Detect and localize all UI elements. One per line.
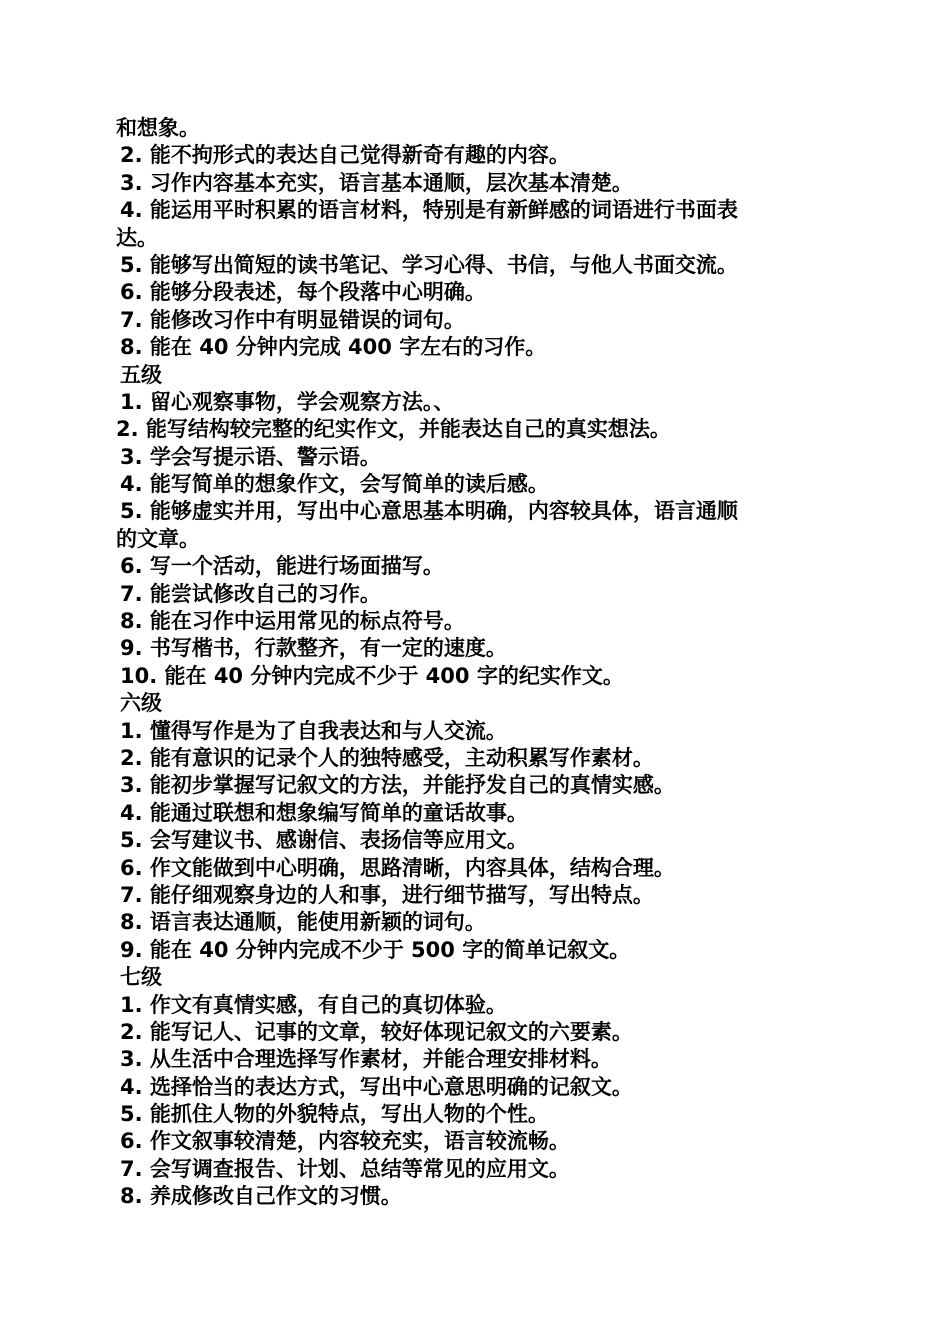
text-line: 3. 习作内容基本充实，语言基本通顺，层次基本清楚。 bbox=[120, 170, 633, 195]
text-line: 7. 能仔细观察身边的人和事，进行细节描写，写出特点。 bbox=[120, 882, 654, 907]
text-line: 3. 能初步掌握写记叙文的方法，并能抒发自己的真情实感。 bbox=[120, 773, 675, 798]
text-line: 1. 留心观察事物，学会观察方法。、 bbox=[120, 389, 455, 414]
text-line: 2. 能写记人、记事的文章，较好体现记叙文的六要素。 bbox=[120, 1019, 633, 1044]
text-line: 8. 能在习作中运用常见的标点符号。 bbox=[120, 609, 465, 634]
section-heading: 六级 bbox=[120, 691, 162, 716]
text-line: 6. 写一个活动，能进行场面描写。 bbox=[120, 554, 444, 579]
text-line: 3. 学会写提示语、警示语。 bbox=[120, 444, 381, 469]
text-line: 的文章。 bbox=[116, 526, 200, 551]
text-line: 7. 能修改习作中有明显错误的词句。 bbox=[120, 307, 465, 332]
text-line: 2. 能写结构较完整的纪实作文，并能表达自己的真实想法。 bbox=[116, 417, 671, 442]
text-line: 4. 选择恰当的表达方式，写出中心意思明确的记叙文。 bbox=[120, 1074, 633, 1099]
text-line: 6. 作文叙事较清楚，内容较充实，语言较流畅。 bbox=[120, 1129, 570, 1154]
text-line: 8. 语言表达通顺，能使用新颖的词句。 bbox=[120, 910, 486, 935]
text-line: 1. 懂得写作是为了自我表达和与人交流。 bbox=[120, 718, 507, 743]
text-line: 5. 能抓住人物的外貌特点，写出人物的个性。 bbox=[120, 1102, 549, 1127]
text-line: 1. 作文有真情实感，有自己的真切体验。 bbox=[120, 992, 507, 1017]
text-line: 4. 能通过联想和想象编写简单的童话故事。 bbox=[120, 800, 528, 825]
text-line: 5. 会写建议书、感谢信、表扬信等应用文。 bbox=[120, 828, 528, 853]
text-line: 4. 能运用平时积累的语言材料，特别是有新鲜感的词语进行书面表 bbox=[120, 198, 738, 223]
text-line: 5. 能够写出简短的读书笔记、学习心得、书信，与他人书面交流。 bbox=[120, 252, 738, 277]
text-line: 4. 能写简单的想象作文，会写简单的读后感。 bbox=[120, 472, 549, 497]
text-line: 8. 能在 40 分钟内完成 400 字左右的习作。 bbox=[120, 335, 547, 360]
text-line: 3. 从生活中合理选择写作素材，并能合理安排材料。 bbox=[120, 1047, 612, 1072]
text-line: 和想象。 bbox=[116, 116, 200, 140]
text-line: 2. 能不拘形式的表达自己觉得新奇有趣的内容。 bbox=[120, 143, 570, 168]
text-line: 9. 能在 40 分钟内完成不少于 500 字的简单记叙文。 bbox=[120, 937, 631, 962]
text-line: 10. 能在 40 分钟内完成不少于 400 字的纪实作文。 bbox=[120, 663, 624, 688]
text-line: 达。 bbox=[116, 225, 158, 250]
text-line: 7. 会写调查报告、计划、总结等常见的应用文。 bbox=[120, 1156, 570, 1181]
text-line: 6. 能够分段表述，每个段落中心明确。 bbox=[120, 280, 486, 305]
text-line: 2. 能有意识的记录个人的独特感受，主动积累写作素材。 bbox=[120, 745, 654, 770]
text-line: 9. 书写楷书，行款整齐，有一定的速度。 bbox=[120, 636, 507, 661]
text-line: 7. 能尝试修改自己的习作。 bbox=[120, 581, 381, 606]
text-line: 5. 能够虚实并用，写出中心意思基本明确，内容较具体，语言通顺 bbox=[120, 499, 738, 524]
document-body bbox=[116, 115, 836, 1211]
text-line: 8. 养成修改自己作文的习惯。 bbox=[120, 1184, 402, 1209]
section-heading: 五级 bbox=[120, 362, 162, 387]
section-heading: 七级 bbox=[120, 965, 162, 990]
text-line: 6. 作文能做到中心明确，思路清晰，内容具体，结构合理。 bbox=[120, 855, 675, 880]
